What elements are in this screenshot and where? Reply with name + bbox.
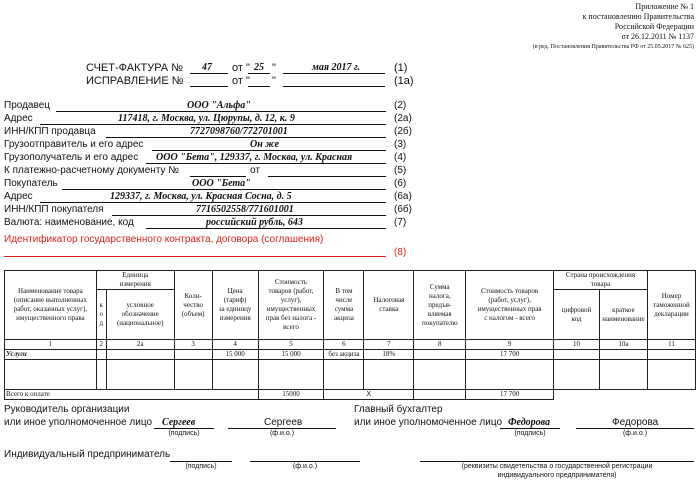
invoice-from-label: от ": [232, 62, 250, 74]
header-text-line: наименование: [602, 314, 645, 323]
header-text-line: краткое: [612, 305, 635, 314]
seller-address-code: (2а): [394, 113, 412, 124]
payment-doc-label: К платежно-расчетному документу №: [4, 165, 180, 176]
header-text-line: имущественных прав: [477, 305, 542, 313]
consignee-code: (4): [394, 152, 407, 163]
underline: [146, 163, 386, 164]
table-cell: [5, 360, 97, 390]
header-text-line: с налогом - всего: [484, 314, 536, 322]
col-name-header: [5, 271, 97, 340]
header-text-line: Единица: [122, 271, 149, 279]
col-unit-header: [96, 271, 174, 290]
table-cell: [324, 360, 364, 390]
table-cell: [466, 360, 554, 390]
header-text-line: о: [99, 310, 104, 318]
table-cell: [174, 360, 212, 390]
buyer-value: ООО "Бета": [192, 178, 251, 189]
header-text-line: налога,: [428, 291, 451, 300]
col-unit-name-header: [106, 290, 174, 340]
head-signature: Сергеев: [162, 417, 196, 428]
seller-value: ООО "Альфа": [187, 100, 251, 111]
column-numbers-row: [5, 340, 696, 350]
correction-code: (1а): [394, 75, 414, 87]
header-text-line: Номер: [661, 291, 682, 300]
underline: [190, 73, 228, 74]
header-text-line: товаров (работ,: [268, 287, 314, 295]
table-cell: 10: [554, 340, 600, 350]
underline: [62, 189, 386, 190]
head-fio-caption: (ф.и.о.): [269, 430, 295, 437]
totals-label: Всего к оплате: [5, 390, 259, 400]
head-sign-caption: (подпись): [168, 430, 200, 437]
underline: [154, 428, 214, 429]
header-text-line: к: [99, 301, 103, 309]
buyer-inn-value: 7716502558/771601001: [196, 204, 294, 215]
entrepreneur-fio-caption: (ф.и.о.): [292, 463, 318, 470]
head-label-1: Руководитель организации: [4, 404, 130, 415]
accountant-label-1: Главный бухгалтер: [354, 404, 443, 415]
buyer-label: Покупатель: [4, 178, 58, 189]
table-cell: [106, 350, 174, 360]
header-text-line: ставка: [379, 305, 399, 313]
underline: [152, 150, 386, 151]
underline: [576, 428, 694, 429]
goods-table: [4, 270, 696, 400]
invoice-quote: ": [272, 62, 276, 74]
header-text-line: Цена: [227, 287, 243, 295]
table-cell: [414, 350, 466, 360]
buyer-inn-code: (6б): [394, 204, 412, 215]
underline: [228, 428, 336, 429]
entrepreneur-sign-caption: (подпись): [185, 463, 217, 470]
col-tax-header: [414, 271, 466, 340]
row-rate: 18%: [364, 350, 414, 360]
seller-inn-value: 7727098760/772701001: [190, 126, 288, 137]
appendix-line-3: Российской Федерации: [614, 22, 694, 31]
seller-label: Продавец: [4, 100, 50, 111]
table-cell: [599, 360, 647, 390]
table-cell: 2а: [106, 340, 174, 350]
accountant-fio-caption: (ф.и.о.): [622, 430, 648, 437]
row-total: 17 700: [466, 350, 554, 360]
table-row: [5, 350, 696, 360]
table-cell: [414, 360, 466, 390]
header-text-line: (описание выполненных: [13, 296, 87, 304]
entrepreneur-reg-caption-2: индивидуального предпринимателя): [497, 472, 617, 479]
consignee-value: ООО "Бета", 129337, г. Москва, ул. Красная: [156, 152, 353, 163]
underline: [190, 86, 228, 87]
buyer-address-value: 129337, г. Москва, ул. Красная Сосна, д. 5: [110, 191, 292, 202]
contract-id-code: (8): [394, 247, 407, 258]
underline: [420, 461, 694, 462]
underline: [268, 176, 386, 177]
table-cell: 1: [5, 340, 97, 350]
header-text-line: имущественных: [266, 305, 316, 313]
header-text-line: измерения: [119, 280, 151, 288]
seller-inn-code: (2б): [394, 126, 412, 137]
accountant-fio: Федорова: [612, 417, 659, 428]
table-cell: [106, 360, 174, 390]
col-customs-header: [647, 271, 695, 340]
col-qty-header: [174, 271, 212, 340]
invoice-day: 25: [254, 62, 264, 73]
correction-quote: ": [272, 75, 276, 87]
col-rate-header: [364, 271, 414, 340]
table-cell: 8: [414, 340, 466, 350]
underline: [250, 461, 360, 462]
header-text-line: Страна происхождения: [565, 271, 636, 279]
col-unit-code-header: [96, 290, 106, 340]
appendix-line-4: от 26.12.2011 № 1137: [621, 32, 694, 41]
header-text-line: товара: [590, 280, 611, 288]
header-text-line: Сумма: [429, 282, 450, 291]
shipper-code: (3): [394, 139, 407, 150]
header-text-line: покупателю: [421, 318, 458, 327]
underline: [56, 111, 386, 112]
header-text-line: услуг),: [280, 296, 302, 304]
seller-address-value: 117418, г. Москва, ул. Цюрупы, д. 12, к. 9: [118, 113, 295, 124]
appendix-line-2: к постановлению Правительства: [582, 12, 694, 21]
header-text-line: сумма: [334, 305, 354, 313]
underline: [283, 73, 385, 74]
payment-doc-from: от: [250, 165, 260, 176]
buyer-code: (6): [394, 178, 407, 189]
col-price-header: [212, 271, 258, 340]
appendix-edition: (в ред. Постановления Правительства РФ от 25.05.2017 № 625): [532, 44, 694, 50]
header-text-line: цифровой: [561, 305, 592, 314]
shipper-value: Он же: [250, 139, 280, 150]
table-cell: [174, 350, 212, 360]
col-excise-header: [324, 271, 364, 340]
header-text-line: (работ, услуг),: [488, 296, 531, 304]
table-cell: [599, 350, 647, 360]
table-row-empty: [5, 360, 696, 390]
accountant-label-2: или иное уполномоченное лицо: [354, 417, 503, 428]
table-cell: 10а: [599, 340, 647, 350]
table-cell: [258, 360, 324, 390]
payment-doc-code: (5): [394, 165, 407, 176]
col-cost-header: [258, 271, 324, 340]
table-cell: [647, 360, 695, 390]
header-text-line: д: [99, 319, 104, 327]
header-text-line: числе: [335, 296, 353, 304]
table-cell: [414, 390, 466, 400]
header-text-line: акциза: [333, 314, 354, 322]
header-text-line: Наименование товара: [18, 287, 83, 295]
col-country-name-header: [599, 290, 647, 340]
table-cell: [96, 350, 106, 360]
header-text-line: код: [571, 314, 582, 323]
table-cell: 2: [96, 340, 106, 350]
header-text-line: предъя-: [428, 300, 452, 309]
invoice-number: 47: [202, 62, 212, 73]
underline: [190, 176, 246, 177]
header-text-line: обозначение: [121, 310, 159, 318]
entrepreneur-label: Индивидуальный предприниматель: [4, 449, 171, 460]
correction-from-label: от ": [232, 75, 250, 87]
table-cell: 11: [647, 340, 695, 350]
underline: [106, 137, 386, 138]
currency-value: российский рубль, 643: [206, 217, 303, 228]
table-cell: 3: [174, 340, 212, 350]
invoice-title: СЧЕТ-ФАКТУРА №: [86, 62, 183, 74]
shipper-label: Грузоотправитель и его адрес: [4, 139, 144, 150]
header-text-line: таможенной: [653, 300, 690, 309]
header-text-line: (тариф): [223, 296, 247, 304]
invoice-code: (1): [394, 62, 408, 74]
buyer-address-code: (6а): [394, 191, 412, 202]
header-text-line: прав без налога -: [265, 314, 317, 322]
table-cell: [647, 350, 695, 360]
table-cell: [554, 360, 600, 390]
header-text-line: В том: [335, 287, 353, 295]
table-cell: 4: [212, 340, 258, 350]
header-text-line: Стоимость товаров: [481, 287, 539, 295]
seller-address-label: Адрес: [4, 113, 33, 124]
accountant-sign-caption: (подпись): [514, 430, 546, 437]
underline: [500, 428, 560, 429]
underline: [248, 73, 270, 74]
header-text-line: (объем): [181, 309, 205, 318]
table-cell: [554, 390, 696, 400]
header-text-line: чество: [183, 300, 203, 309]
consignee-label: Грузополучатель и его адрес: [4, 152, 139, 163]
col-country-code-header: [554, 290, 600, 340]
underline: [40, 202, 386, 203]
table-cell: [364, 360, 414, 390]
header-text-line: условное: [126, 301, 154, 309]
totals-x: Х: [324, 390, 414, 400]
table-cell: 6: [324, 340, 364, 350]
header-text-line: (национальное): [116, 319, 164, 327]
header-text-line: Коли-: [184, 291, 202, 300]
row-price: 15 000: [212, 350, 258, 360]
totals-cost: 15000: [258, 390, 324, 400]
buyer-inn-label: ИНН/КПП покупателя: [4, 204, 104, 215]
totals-row: [5, 390, 696, 400]
header-text-line: Налоговая: [373, 296, 405, 304]
entrepreneur-reg-caption-1: (реквизиты свидетельства о государственной регистрации: [461, 463, 653, 470]
currency-code: (7): [394, 217, 407, 228]
table-cell: 7: [364, 340, 414, 350]
table-cell: 5: [258, 340, 324, 350]
row-excise: без акциза: [324, 350, 364, 360]
header-text-line: всего: [283, 323, 299, 331]
buyer-address-label: Адрес: [4, 191, 33, 202]
header-text-line: декларации: [654, 309, 689, 318]
underline: [40, 124, 386, 125]
row-cost: 15 000: [258, 350, 324, 360]
table-cell: 9: [466, 340, 554, 350]
header-text-line: имущественного права: [16, 314, 85, 322]
header-text-line: Стоимость: [274, 278, 308, 286]
header-text-line: измерения: [219, 314, 251, 322]
underline: [248, 86, 270, 87]
table-cell: [554, 350, 600, 360]
table-cell: [96, 360, 106, 390]
underline: [112, 215, 386, 216]
head-fio: Сергеев: [264, 417, 303, 428]
underline: [170, 461, 232, 462]
currency-label: Валюта: наименование, код: [4, 217, 134, 228]
seller-code: (2): [394, 100, 407, 111]
header-text-line: за единицу: [218, 305, 252, 313]
totals-total: 17 700: [466, 390, 554, 400]
col-country-header: [554, 271, 648, 290]
contract-id-label: Идентификатор государственного контракта, договора (соглашения): [4, 234, 324, 245]
header-text-line: работ, оказанных услуг),: [13, 305, 88, 313]
underline: [283, 86, 385, 87]
correction-label: ИСПРАВЛЕНИЕ №: [86, 75, 184, 87]
head-label-2: или иное уполномоченное лицо: [4, 417, 153, 428]
accountant-signature: Федорова: [508, 417, 551, 428]
header-text-line: вляемая: [427, 309, 452, 318]
seller-inn-label: ИНН/КПП продавца: [4, 126, 96, 137]
invoice-month-year: мая 2017 г.: [312, 62, 361, 73]
col-total-header: [466, 271, 554, 340]
underline: [146, 228, 386, 229]
row-name: Услуги: [5, 350, 97, 360]
table-cell: [212, 360, 258, 390]
appendix-line-1: Приложение № 1: [635, 2, 694, 11]
underline: [4, 256, 386, 257]
